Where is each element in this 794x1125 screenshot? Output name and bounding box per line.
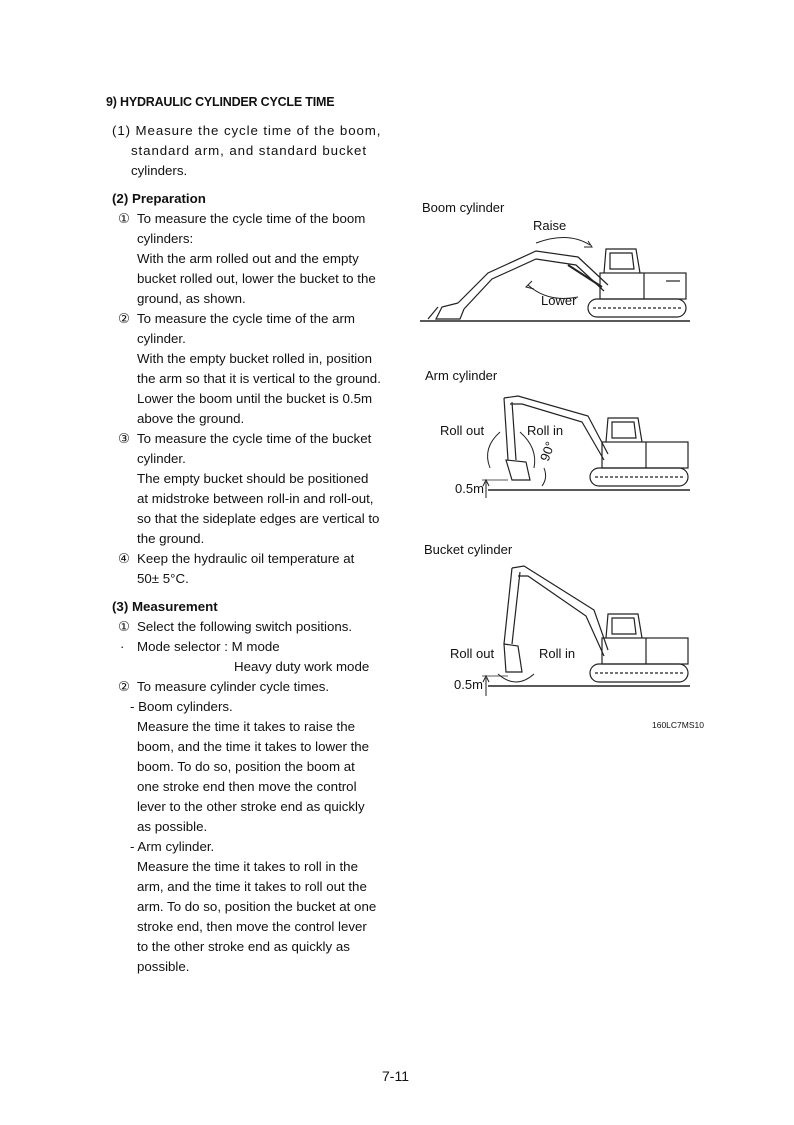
boom-lower-label: Lower [541, 293, 577, 308]
section-title: 9) HYDRAULIC CYLINDER CYCLE TIME [106, 95, 335, 109]
arm-cylinder-figure [478, 388, 694, 506]
bucket-roll-in-label: Roll in [539, 646, 576, 661]
measurement-heading: (3) Measurement [112, 599, 218, 614]
intro-line-1: (1) Measure the cycle time of the boom, [112, 123, 382, 138]
meas-1-dot: · [120, 639, 125, 654]
prep-marker-4: ④ [118, 551, 130, 566]
meas-1-mode-2: Heavy duty work mode [234, 659, 370, 674]
boom-cylinders-title: - Boom cylinders. [130, 699, 233, 714]
prep-2-line-4: the arm so that it is vertical to the ground. [137, 371, 381, 386]
arm-line-6: possible. [137, 959, 190, 974]
boom-line-3: boom. To do so, position the boom at [137, 759, 355, 774]
prep-marker-3: ③ [118, 431, 130, 446]
preparation-heading: (2) Preparation [112, 191, 206, 206]
arm-line-5: to the other stroke end as quickly as [137, 939, 350, 954]
meas-marker-2: ② [118, 679, 130, 694]
prep-3-line-5: so that the sideplate edges are vertical to [137, 511, 380, 526]
arm-cylinder-title: - Arm cylinder. [130, 839, 215, 854]
meas-2-text: To measure cylinder cycle times. [137, 679, 330, 694]
meas-1-mode: Mode selector : M mode [137, 639, 280, 654]
arm-line-3: arm. To do so, position the bucket at one [137, 899, 377, 914]
prep-3-line-2: cylinder. [137, 451, 186, 466]
prep-3-line-4: at midstroke between roll-in and roll-out, [137, 491, 374, 506]
prep-4-line-2: 50± 5°C. [137, 571, 189, 586]
prep-1-line-4: bucket rolled out, lower the bucket to the [137, 271, 376, 286]
bucket-figure-caption: Bucket cylinder [424, 542, 513, 557]
arm-height-label: 0.5m [455, 481, 484, 496]
prep-2-line-1: To measure the cycle time of the arm [137, 311, 356, 326]
boom-line-4: one stroke end then move the control [137, 779, 357, 794]
arm-angle-label: 90° [537, 439, 558, 464]
figure-code: 160LC7MS10 [652, 720, 704, 730]
prep-3-line-3: The empty bucket should be positioned [137, 471, 369, 486]
boom-figure-caption: Boom cylinder [422, 200, 505, 215]
arm-roll-in-label: Roll in [527, 423, 564, 438]
prep-1-line-2: cylinders: [137, 231, 194, 246]
prep-4-line-1: Keep the hydraulic oil temperature at [137, 551, 355, 566]
boom-line-1: Measure the time it takes to raise the [137, 719, 356, 734]
prep-1-line-5: ground, as shown. [137, 291, 246, 306]
arm-roll-out-label: Roll out [440, 423, 485, 438]
prep-3-line-1: To measure the cycle time of the bucket [137, 431, 372, 446]
arm-line-1: Measure the time it takes to roll in the [137, 859, 358, 874]
boom-line-5: lever to the other stroke end as quickly [137, 799, 365, 814]
arm-line-2: arm, and the time it takes to roll out the [137, 879, 367, 894]
boom-cylinder-figure [418, 225, 694, 325]
boom-line-6: as possible. [137, 819, 208, 834]
intro-line-2: standard arm, and standard bucket [131, 143, 367, 158]
intro-line-3: cylinders. [131, 163, 188, 178]
meas-marker-1: ① [118, 619, 130, 634]
arm-line-4: stroke end, then move the control lever [137, 919, 367, 934]
prep-marker-1: ① [118, 211, 130, 226]
page-number: 7-11 [382, 1068, 409, 1084]
prep-2-line-6: above the ground. [137, 411, 245, 426]
boom-raise-label: Raise [533, 218, 567, 233]
meas-1-text: Select the following switch positions. [137, 619, 353, 634]
boom-line-2: boom, and the time it takes to lower the [137, 739, 370, 754]
prep-2-line-5: Lower the boom until the bucket is 0.5m [137, 391, 373, 406]
prep-3-line-6: the ground. [137, 531, 205, 546]
prep-2-line-3: With the empty bucket rolled in, position [137, 351, 373, 366]
bucket-height-label: 0.5m [454, 677, 483, 692]
bucket-roll-out-label: Roll out [450, 646, 495, 661]
arm-figure-caption: Arm cylinder [425, 368, 498, 383]
prep-2-line-2: cylinder. [137, 331, 186, 346]
bucket-cylinder-figure [478, 560, 694, 700]
prep-1-line-3: With the arm rolled out and the empty [137, 251, 359, 266]
prep-marker-2: ② [118, 311, 130, 326]
prep-1-line-1: To measure the cycle time of the boom [137, 211, 366, 226]
